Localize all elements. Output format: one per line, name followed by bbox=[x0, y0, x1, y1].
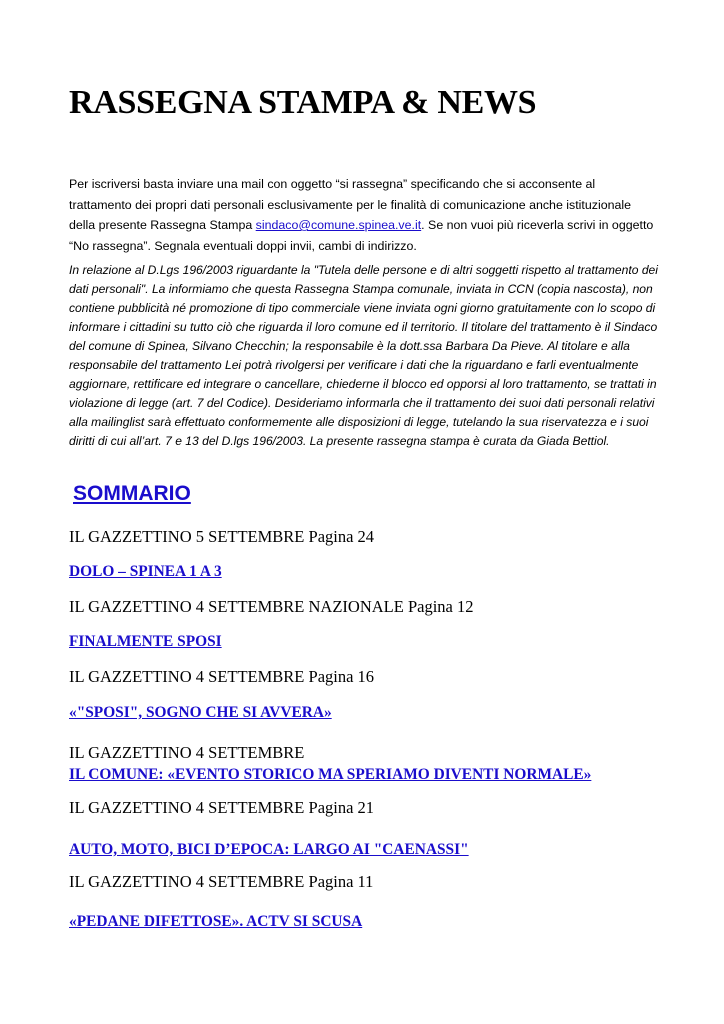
article-headline-link[interactable]: AUTO, MOTO, BICI D’EPOCA: LARGO AI "CAENASSI" bbox=[69, 841, 469, 858]
article-headline-link[interactable]: IL COMUNE: «EVENTO STORICO MA SPERIAMO DIVENTI NORMALE» bbox=[69, 766, 592, 783]
email-link[interactable]: sindaco@comune.spinea.ve.it bbox=[255, 218, 422, 232]
privacy-notice: In relazione al D.Lgs 196/2003 riguardante la "Tutela delle persone e di altri soggetti rispetto al trattamento dei dati personali". La informiamo che questa Rassegna Stampa comunale, inviata in CCN (copia nascosta), non contiene pubblicità né promozione di tipo commerciale viene inviata ogni giorno gratuitamente con lo scopo di informare i cittadini su tutto ciò che riguarda il loro comune ed il territorio. Il titolare del trattamento è il Sindaco del comune di Spinea, Silvano Checchin; la responsabile è la dott.ssa Barbara Da Pieve. Al titolare e alla responsabile del trattamento Lei potrà rivolgersi per verificare i dati che la riguardano e farli eventualmente aggiornare, rettificare ed integrare o cancellare, chiederne il blocco ed opporsi al loro trattamento, se trattati in violazione di legge (art. 7 del Codice). Desideriamo informarla che il trattamento dei suoi dati personali relativi alla mailinglist sarà effettuato conformemente alle disposizioni di legge, tutelando la sua riservatezza e i suoi diritti di cui all’art. 7 e 13 del D.lgs 196/2003. La presente rassegna stampa è curata da Giada Bettiol. bbox=[69, 263, 658, 448]
intro-text: Per iscriversi basta inviare una mail con oggetto “si rassegna” specificando che si acconsente al trattamento dei propri dati personali esclusivamente per le finalità di comunicazione anche istituzionale della presente Rassegna Stampa bbox=[69, 177, 632, 232]
article-source: IL GAZZETTINO 4 SETTEMBRE NAZIONALE Pagina 12 bbox=[69, 597, 474, 616]
article-headline-link[interactable]: DOLO – SPINEA 1 A 3 bbox=[69, 563, 222, 580]
article-source: IL GAZZETTINO 4 SETTEMBRE Pagina 21 bbox=[69, 798, 375, 817]
article-source: IL GAZZETTINO 4 SETTEMBRE Pagina 16 bbox=[69, 667, 375, 686]
document-title: RASSEGNA STAMPA & NEWS bbox=[69, 84, 537, 121]
article-source: IL GAZZETTINO 5 SETTEMBRE Pagina 24 bbox=[69, 527, 375, 546]
intro-text-end: . Se non vuoi più riceverla scrivi in oggetto “No rassegna”. Segnala eventuali doppi invii, cambi di indirizzo. bbox=[69, 218, 654, 253]
article-source: IL GAZZETTINO 4 SETTEMBRE bbox=[69, 743, 305, 762]
sommario-heading[interactable]: SOMMARIO bbox=[73, 482, 191, 505]
article-headline-link[interactable]: FINALMENTE SPOSI bbox=[69, 633, 222, 650]
subscription-instructions bbox=[69, 174, 659, 256]
article-source: IL GAZZETTINO 4 SETTEMBRE Pagina 11 bbox=[69, 872, 374, 891]
article-headline-link[interactable]: «"SPOSI", SOGNO CHE SI AVVERA» bbox=[69, 704, 332, 721]
article-headline-link[interactable]: «PEDANE DIFETTOSE». ACTV SI SCUSA bbox=[69, 913, 363, 930]
